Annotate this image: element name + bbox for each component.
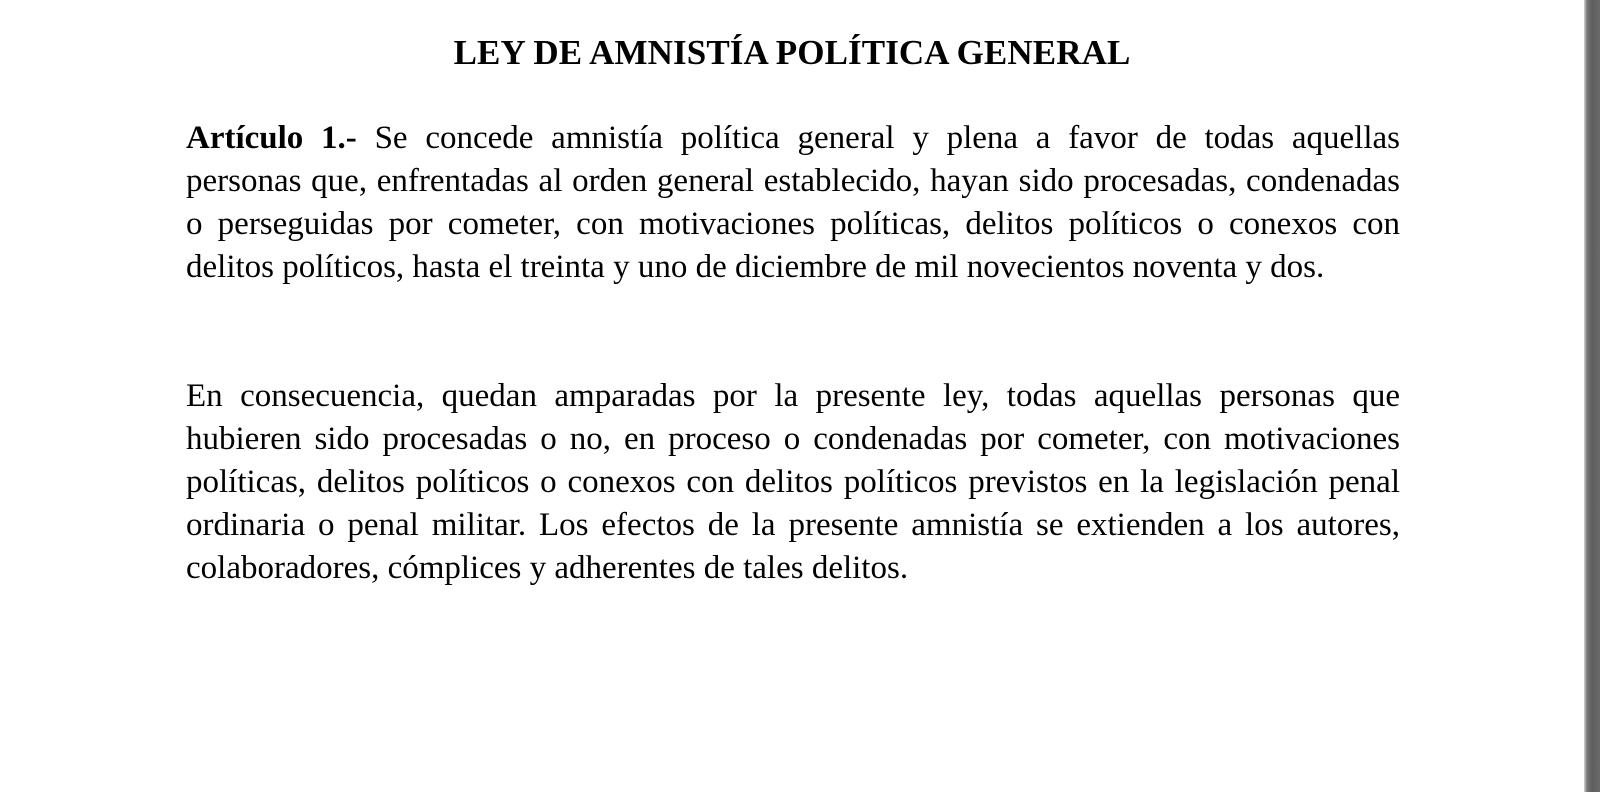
article-1-paragraph: [186, 117, 1400, 289]
article-1-text: Se concede amnistía política general y plena a favor de todas aquellas personas que, enfrentadas al orden general establecido, hayan sido procesadas, condenadas o perseguidas por cometer, con motivaciones políticas, delitos políticos o conexos con delitos políticos, hasta el treinta y uno de diciembre de mil novecientos noventa y dos.: [186, 120, 1401, 285]
consequence-paragraph: En consecuencia, quedan amparadas por la presente ley, todas aquellas personas que hubieren sido procesadas o no, en proceso o condenadas por cometer, con motivaciones políticas, delitos políticos o conexos con delitos políticos previstos en la legislación penal ordinaria o penal militar. Los efectos de la presente amnistía se extienden a los autores, colaboradores, cómplices y adherentes de tales delitos.: [186, 378, 1400, 586]
document-title: LEY DE AMNISTÍA POLÍTICA GENERAL: [453, 33, 1131, 72]
page-edge-divider: [1584, 0, 1600, 792]
article-1-label: Artículo 1.-: [186, 120, 357, 156]
